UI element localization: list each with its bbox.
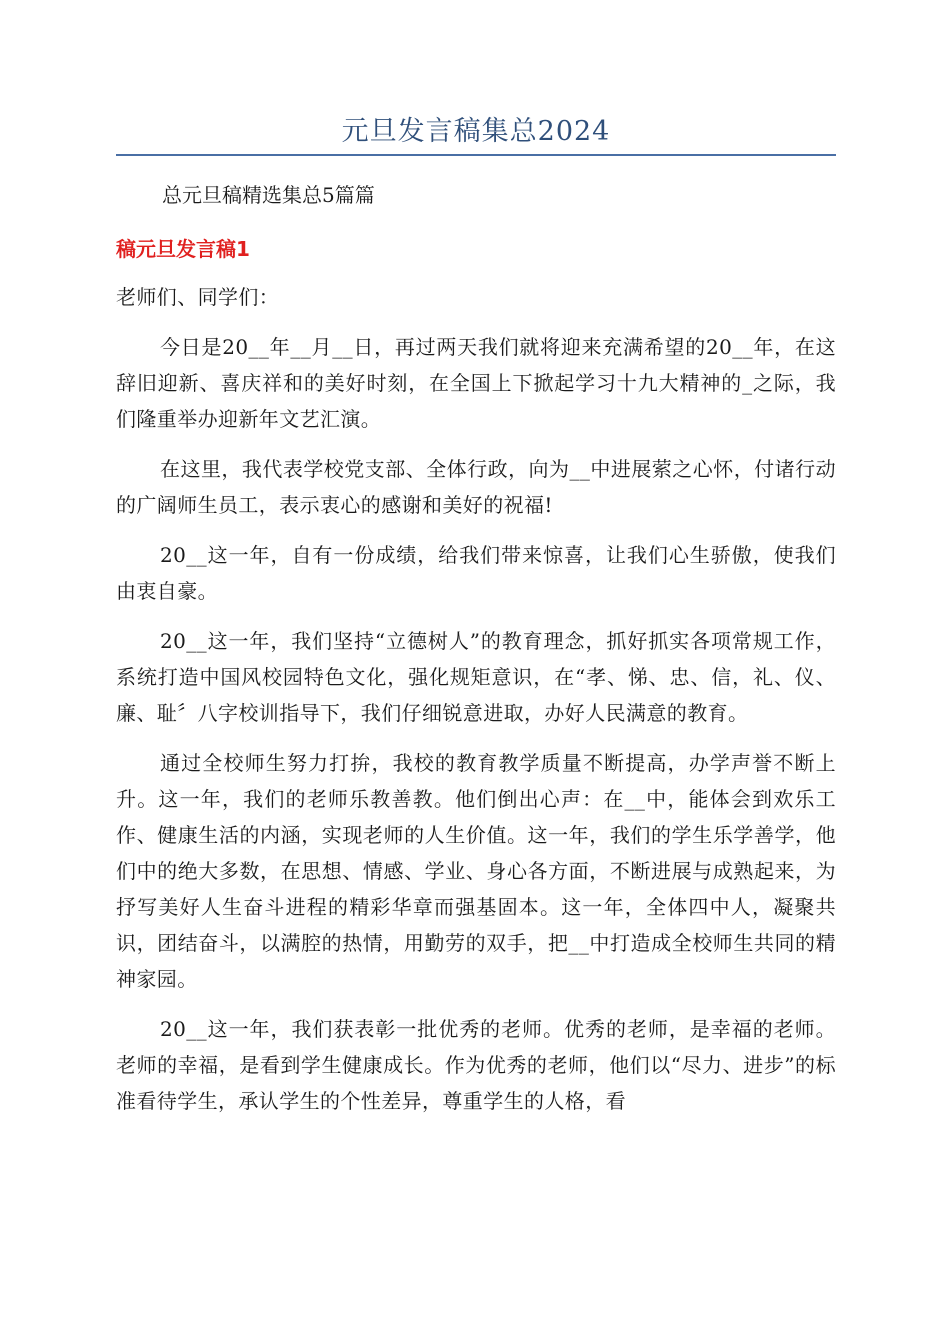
paragraph-4: 20__这一年，我们坚持“立德树人”的教育理念，抓好抓实各项常规工作，系统打造中国风校园特色文化，强化规矩意识，在“孝、悌、忠、信，礼、仪、廉、耻〞八字校训指导下，我们仔细锐意进取，办好人民满意的教育。 xyxy=(116,629,836,725)
salutation: 老师们、同学们： xyxy=(116,285,280,309)
section-heading: 稿元旦发言稿1 xyxy=(116,237,250,261)
document-title: 元旦发言稿集总2024 xyxy=(341,116,611,147)
paragraph-2: 在这里，我代表学校党支部、全体行政，向为__中进展萦之心怀，付诸行动的广阔师生员工，表示衷心的感谢和美好的祝福! xyxy=(116,457,836,517)
paragraph-5: 通过全校师生努力打拚，我校的教育教学质量不断提高，办学声誉不断上升。这一年，我们的老师乐教善教。他们倒出心声：在__中，能体会到欢乐工作、健康生活的内涵，实现老师的人生价值。这一年，我们的学生乐学善学，他们中的绝大多数，在思想、情感、学业、身心各方面，不断进展与成熟起来，为抒写美好人生奋斗进程的精彩华章而强基固本。这一年，全体四中人，凝聚共识，团结奋斗，以满腔的热情，用勤劳的双手，把__中打造成全校师生共同的精神家园。 xyxy=(116,751,836,991)
paragraph-3: 20__这一年，自有一份成绩，给我们带来惊喜，让我们心生骄傲，使我们由衷自豪。 xyxy=(116,543,836,603)
paragraph-6: 20__这一年，我们获表彰一批优秀的老师。优秀的老师，是幸福的老师。老师的幸福，是看到学生健康成长。作为优秀的老师，他们以“尽力、进步”的标准看待学生，承认学生的个性差异，尊重学生的人格，看 xyxy=(116,1017,836,1113)
document-subtitle: 总元旦稿精选集总5篇篇 xyxy=(162,183,375,207)
document-body xyxy=(116,279,836,1133)
title-underline xyxy=(116,154,836,156)
paragraph-1: 今日是20__年__月__日，再过两天我们就将迎来充满希望的20__年，在这辞旧迎新、喜庆祥和的美好时刻，在全国上下掀起学习十九大精神的_之际，我们隆重举办迎新年文艺汇演。 xyxy=(116,335,836,431)
